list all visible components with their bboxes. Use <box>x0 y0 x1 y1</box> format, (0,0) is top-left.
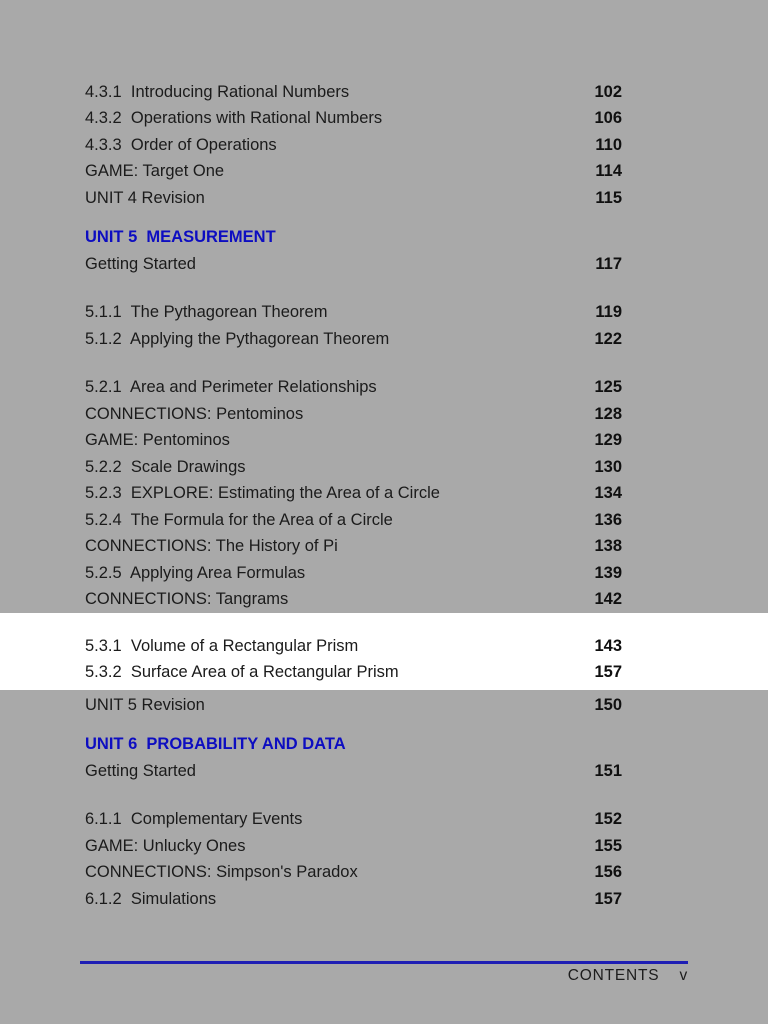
toc-entry <box>85 79 622 106</box>
toc-entry <box>85 692 622 719</box>
entry-title: CONNECTIONS: The History of Pi <box>85 537 338 556</box>
entry-page-number: 102 <box>594 82 622 101</box>
entry-title: GAME: Pentominos <box>85 431 230 450</box>
entry-title: UNIT 5 Revision <box>85 695 205 714</box>
toc-entry <box>85 833 622 860</box>
toc-entry <box>85 481 622 508</box>
entry-page-number: 125 <box>594 378 622 397</box>
toc-entry <box>85 807 622 834</box>
entry-page-number: 110 <box>595 135 622 154</box>
entry-page-number: 139 <box>594 563 622 582</box>
entry-title: 5.2.2 Scale Drawings <box>85 457 246 476</box>
toc-entry <box>85 401 622 428</box>
toc-group <box>85 79 622 212</box>
entry-page-number: 119 <box>595 303 622 322</box>
entry-page-number: 115 <box>595 188 622 207</box>
footer-page-number: v <box>679 967 688 984</box>
toc-entry <box>85 758 622 785</box>
toc-group <box>85 300 622 353</box>
entry-title: 4.3.1 Introducing Rational Numbers <box>85 82 350 101</box>
toc-entry <box>85 428 622 455</box>
entry-title: 5.2.3 EXPLORE: Estimating the Area of a Circle <box>85 484 440 503</box>
toc-entry <box>85 185 622 212</box>
entry-title: 5.3.2 Surface Area of a Rectangular Prism <box>85 663 399 682</box>
toc-entry <box>85 560 622 587</box>
entry-page-number: 134 <box>594 484 622 503</box>
unit-heading: UNIT 5 MEASUREMENT <box>85 228 276 247</box>
entry-page-number: 122 <box>594 329 622 348</box>
entry-title: 6.1.1 Complementary Events <box>85 810 303 829</box>
toc-entry <box>85 132 622 159</box>
entry-page-number: 138 <box>594 537 622 556</box>
entry-page-number: 151 <box>594 761 622 780</box>
entry-title: CONNECTIONS: Tangrams <box>85 590 289 609</box>
toc-group-highlighted <box>0 613 768 690</box>
entry-page-number: 130 <box>594 457 622 476</box>
toc-group <box>85 692 622 719</box>
entry-title: 5.1.2 Applying the Pythagorean Theorem <box>85 329 390 348</box>
table-of-contents <box>85 79 622 913</box>
footer-rule <box>80 961 688 964</box>
toc-entry <box>85 886 622 913</box>
entry-title: Getting Started <box>85 254 196 273</box>
entry-title: CONNECTIONS: Simpson's Paradox <box>85 863 358 882</box>
entry-page-number: 142 <box>594 590 622 609</box>
entry-page-number: 157 <box>594 663 622 682</box>
toc-entry <box>85 534 622 561</box>
toc-entry <box>85 106 622 133</box>
toc-entry <box>85 159 622 186</box>
entry-title: 5.1.1 The Pythagorean Theorem <box>85 303 328 322</box>
entry-page-number: 157 <box>594 889 622 908</box>
entry-title: 6.1.2 Simulations <box>85 889 217 908</box>
toc-entry <box>85 587 622 614</box>
toc-entry <box>85 454 622 481</box>
entry-title: 5.2.4 The Formula for the Area of a Circle <box>85 510 393 529</box>
toc-entry <box>85 507 622 534</box>
toc-entry <box>85 660 622 687</box>
toc-entry <box>85 326 622 353</box>
entry-title: GAME: Target One <box>85 162 225 181</box>
entry-title: Getting Started <box>85 761 196 780</box>
entry-title: GAME: Unlucky Ones <box>85 836 246 855</box>
toc-group <box>85 807 622 913</box>
entry-title: UNIT 4 Revision <box>85 188 205 207</box>
entry-page-number: 117 <box>595 254 622 273</box>
toc-entry <box>85 300 622 327</box>
entry-page-number: 150 <box>594 695 622 714</box>
entry-title: 4.3.2 Operations with Rational Numbers <box>85 109 383 128</box>
footer <box>80 967 688 985</box>
entry-title: 4.3.3 Order of Operations <box>85 135 277 154</box>
entry-page-number: 114 <box>595 162 622 181</box>
entry-page-number: 152 <box>594 810 622 829</box>
toc-entry <box>85 860 622 887</box>
toc-entry <box>85 633 622 660</box>
entry-page-number: 136 <box>594 510 622 529</box>
entry-title: 5.3.1 Volume of a Rectangular Prism <box>85 636 359 655</box>
toc-group <box>85 732 622 785</box>
toc-entry <box>85 251 622 278</box>
entry-page-number: 129 <box>594 431 622 450</box>
entry-page-number: 156 <box>594 863 622 882</box>
entry-page-number: 128 <box>594 404 622 423</box>
entry-page-number: 143 <box>594 636 622 655</box>
footer-contents-label: CONTENTS <box>567 967 660 984</box>
entry-page-number: 155 <box>594 836 622 855</box>
entry-page-number: 106 <box>594 109 622 128</box>
toc-group <box>85 375 622 614</box>
entry-title: 5.2.1 Area and Perimeter Relationships <box>85 378 377 397</box>
unit-heading: UNIT 6 PROBABILITY AND DATA <box>85 735 346 754</box>
entry-title: CONNECTIONS: Pentominos <box>85 404 304 423</box>
toc-group <box>85 225 622 278</box>
toc-entry <box>85 375 622 402</box>
entry-title: 5.2.5 Applying Area Formulas <box>85 563 306 582</box>
